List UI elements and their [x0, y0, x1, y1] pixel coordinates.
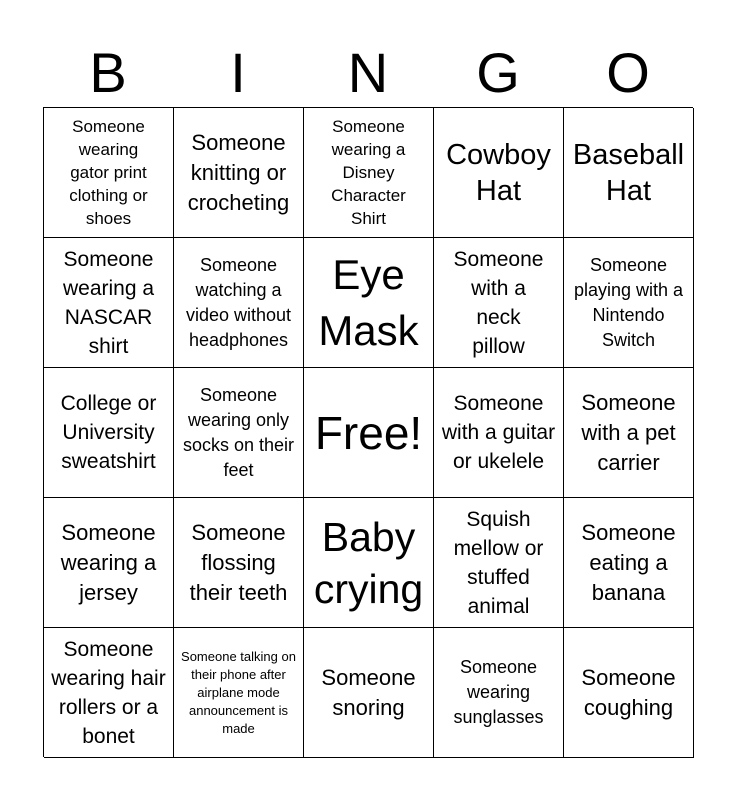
bingo-cell[interactable] [174, 238, 304, 368]
header-letter-i: I [230, 41, 246, 104]
cell-text: Someone with a guitar or ukelele [441, 392, 556, 473]
bingo-cell[interactable] [304, 628, 434, 758]
bingo-cell[interactable] [564, 368, 694, 498]
bingo-cell[interactable] [174, 628, 304, 758]
bingo-cell[interactable] [434, 498, 564, 628]
bingo-cell[interactable] [434, 368, 564, 498]
cell-text: Someone snoring [321, 664, 416, 720]
header-letter-b: B [89, 41, 127, 104]
bingo-cell[interactable] [304, 238, 434, 368]
cell-text: Someone wearing gator print clothing or shoes [69, 117, 148, 228]
cell-text: Eye Mask [318, 250, 419, 354]
bingo-cell[interactable] [44, 498, 174, 628]
bingo-cell[interactable] [564, 498, 694, 628]
cell-text: Someone coughing [581, 664, 676, 720]
cell-text: Someone with a pet carrier [581, 389, 676, 475]
bingo-cell[interactable] [564, 238, 694, 368]
cell-text: Someone watching a video without headphones [185, 254, 292, 350]
bingo-cell[interactable] [44, 628, 174, 758]
cell-text: Squish mellow or stuffed animal [453, 507, 544, 618]
cell-text: Someone wearing hair rollers or a bonet [51, 637, 166, 748]
cell-text: Cowboy Hat [446, 138, 551, 207]
bingo-cell[interactable] [564, 108, 694, 238]
bingo-cell[interactable] [174, 498, 304, 628]
bingo-cell[interactable] [174, 108, 304, 238]
bingo-header [43, 38, 693, 108]
cell-text: Someone wearing sunglasses [453, 657, 544, 727]
bingo-cell[interactable] [434, 108, 564, 238]
bingo-cell[interactable] [434, 628, 564, 758]
cell-text: Someone wearing a NASCAR shirt [62, 247, 155, 358]
free-space[interactable] [304, 368, 434, 498]
cell-text: Someone eating a banana [581, 519, 676, 605]
cell-text: Someone wearing a jersey [60, 519, 157, 605]
cell-text: Someone knitting or crocheting [187, 129, 290, 215]
free-space-label: Free! [314, 406, 423, 459]
bingo-cell[interactable] [44, 108, 174, 238]
bingo-cell[interactable] [434, 238, 564, 368]
bingo-cell[interactable] [304, 108, 434, 238]
bingo-cell[interactable] [564, 628, 694, 758]
bingo-grid [43, 107, 693, 757]
cell-text: Someone wearing only socks on their feet [182, 384, 295, 480]
cell-text: Baby crying [313, 513, 424, 612]
cell-text: Someone playing with a Nintendo Switch [573, 254, 684, 350]
bingo-cell[interactable] [44, 368, 174, 498]
cell-text: Someone talking on their phone after airplane mode announcement is made [181, 648, 296, 736]
bingo-cell[interactable] [44, 238, 174, 368]
cell-text: Someone with a neck pillow [453, 247, 544, 358]
cell-text: College or University sweatshirt [60, 392, 157, 473]
bingo-cell[interactable] [304, 498, 434, 628]
cell-text: Someone wearing a Disney Character Shirt [331, 117, 406, 228]
header-letter-o: O [606, 41, 650, 104]
header-letter-n: N [347, 41, 389, 104]
cell-text: Baseball Hat [572, 138, 685, 207]
cell-text: Someone flossing their teeth [189, 519, 288, 605]
bingo-cell[interactable] [174, 368, 304, 498]
header-letter-g: G [476, 41, 520, 104]
